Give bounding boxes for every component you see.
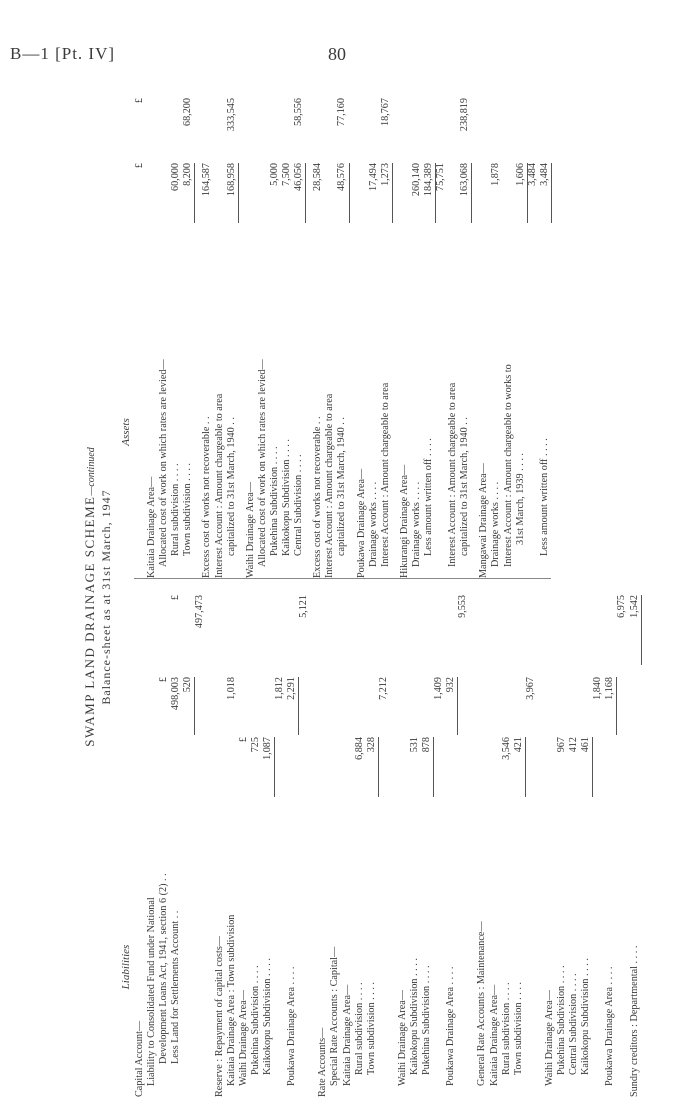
- row-label: Rural subdivision . . . .: [353, 982, 365, 1075]
- amount-c3: 18,767: [379, 98, 391, 127]
- row-label: Interest Account : Amount chargeable to area: [379, 382, 391, 567]
- row-label: Pukehina Subdivision . . . .: [268, 446, 280, 556]
- row-label: Special Rate Accounts : Capital—: [329, 946, 341, 1086]
- liabilities-heading: Liabilities: [120, 944, 132, 990]
- row-spacer: [310, 592, 317, 1097]
- amount-c2: 7,212: [377, 677, 389, 700]
- row-label: Rural subdivision . . . .: [170, 463, 182, 556]
- balance-sheet: [70, 97, 640, 1097]
- amount-c2: 1,606: [515, 163, 528, 223]
- amount-c3: £: [170, 595, 182, 601]
- amount-c1: 6,884: [353, 737, 365, 760]
- row-label: capitalized to 31st March, 1940 . .: [336, 417, 348, 556]
- liabilities-row: [544, 592, 556, 1097]
- amount-c2: 3,484: [526, 163, 538, 186]
- liabilities-row: [501, 592, 513, 1097]
- row-label: Kaikokopu Subdivision . . . .: [408, 958, 420, 1075]
- row-label: Kaitaia Drainage Area : Town subdivision: [225, 914, 237, 1086]
- liabilities-row: [250, 592, 262, 1097]
- assets-row: [515, 96, 527, 578]
- assets-row: [411, 96, 423, 578]
- row-label: capitalized to 31st March, 1940 . .: [459, 417, 471, 556]
- liabilities-row: [525, 592, 537, 1097]
- row-label: Drainage works . . . .: [410, 481, 422, 567]
- amount-c3: 6,975: [616, 595, 628, 618]
- page-number: 80: [328, 44, 346, 64]
- title-main: SWAMP LAND DRAINAGE SCHEME: [82, 495, 97, 747]
- row-label: capitalized to 31st March, 1940 . .: [225, 417, 237, 556]
- row-spacer: [390, 592, 397, 1097]
- row-label: Kaikokopu Subdivision . . . .: [261, 958, 273, 1075]
- assets-row: [459, 96, 471, 578]
- row-label: Kaitaia Drainage Area—: [146, 476, 158, 578]
- row-label: Kaikokopu Subdivision . . . .: [281, 439, 293, 556]
- liabilities-row: [262, 592, 274, 1097]
- row-label: Central Subdivision . . . .: [568, 973, 580, 1075]
- assets-row: [269, 96, 281, 578]
- liabilities-row: [286, 592, 298, 1097]
- amount-c2: 932: [445, 677, 458, 735]
- assets-row: [399, 96, 411, 578]
- amount-c2: 8,200: [182, 163, 195, 223]
- amount-c2: 520: [182, 677, 195, 735]
- row-label: Poukawa Drainage Area . . . .: [445, 966, 457, 1086]
- assets-row: [539, 96, 551, 578]
- row-spacer: [349, 96, 356, 578]
- amount-c1: 878: [421, 737, 434, 797]
- amount-c2: 46,056: [293, 163, 306, 223]
- row-label: Interest Account : Amount chargeable to works to: [502, 364, 514, 567]
- assets-row: [293, 96, 305, 578]
- liabilities-row: [629, 592, 641, 1097]
- liabilities-row: [616, 592, 628, 1097]
- liabilities-row: [238, 592, 250, 1097]
- liabilities-row: [170, 592, 182, 1097]
- liabilities-row: [354, 592, 366, 1097]
- liabilities-row: [182, 592, 194, 1097]
- liabilities-row: [397, 592, 409, 1097]
- amount-c2: 28,584: [312, 163, 324, 192]
- amount-c2: 17,494: [367, 163, 379, 192]
- amount-c3: 58,556: [293, 98, 305, 127]
- row-spacer: [207, 592, 214, 1097]
- liabilities-row: [421, 592, 433, 1097]
- assets-row: [281, 96, 293, 578]
- amount-c3: 238,819: [459, 98, 471, 132]
- row-label: Drainage works . . . .: [490, 481, 502, 567]
- amount-c2: 5,000: [268, 163, 280, 186]
- amount-c2: 1,168: [604, 677, 617, 735]
- row-spacer: [469, 592, 476, 1097]
- amount-c1: 421: [513, 737, 526, 797]
- assets-row: [201, 96, 213, 578]
- assets-row: [245, 96, 257, 578]
- assets-row: [146, 96, 158, 578]
- row-spacer: [194, 96, 201, 578]
- liabilities-row: [366, 592, 378, 1097]
- row-label: Rural subdivision . . . .: [500, 982, 512, 1075]
- row-label: Hikurangi Drainage Area—: [398, 464, 410, 578]
- assets-row: [435, 96, 447, 578]
- amount-c1: 412: [568, 737, 580, 753]
- assets-row: [257, 96, 269, 578]
- row-label: Central Subdivision . . . .: [293, 454, 305, 556]
- assets-row: [503, 96, 515, 578]
- liabilities-row: [329, 592, 341, 1097]
- amount-c2: 75,751: [435, 163, 447, 192]
- row-label: Development Loans Act, 1941, section 6 (2) . .: [158, 873, 170, 1064]
- liabilities-row: [604, 592, 616, 1097]
- row-spacer: [537, 592, 544, 1097]
- amount-c2: £: [134, 163, 145, 169]
- liabilities-row: [194, 592, 206, 1097]
- amount-c2: 2,291: [286, 677, 299, 735]
- row-label: Town subdivision . . . .: [512, 982, 524, 1075]
- liabilities-row: [317, 592, 329, 1097]
- liabilities-row: [146, 592, 158, 1097]
- row-label: Waihi Drainage Area—: [396, 990, 408, 1086]
- amount-c1: 725: [249, 737, 261, 753]
- amount-c2: 60,000: [170, 163, 182, 192]
- document-title: [84, 97, 98, 1097]
- liabilities-row: [568, 592, 580, 1097]
- amount-c2: 1,812: [274, 677, 286, 700]
- amount-c3: 77,160: [336, 98, 348, 127]
- row-label: Waihi Drainage Area—: [237, 990, 249, 1086]
- page-header: [0, 0, 700, 80]
- row-label: Rate Accounts—: [317, 1027, 329, 1097]
- row-label: Reserve : Repayment of capital costs—: [213, 936, 225, 1097]
- assets-row: [380, 96, 392, 578]
- liabilities-row: [298, 592, 310, 1097]
- row-label: Sundry creditors : Departmental . . . .: [628, 945, 640, 1097]
- amount-c3: 68,200: [182, 98, 194, 127]
- row-label: Poukawa Drainage Area—: [355, 468, 367, 578]
- row-label: Less Land for Settlements Account . .: [170, 910, 182, 1064]
- assets-row: [170, 96, 182, 578]
- row-label: Pukehina Subdivision . . . .: [556, 965, 567, 1075]
- row-spacer: [238, 96, 245, 578]
- amount-c2: 48,576: [336, 163, 349, 223]
- row-label: Less amount written off . . . .: [422, 438, 434, 556]
- row-label: General Rate Accounts : Maintenance—: [476, 921, 488, 1086]
- assets-row: [490, 96, 502, 578]
- amount-c1: 328: [366, 737, 379, 797]
- amount-c2: 260,140: [410, 163, 422, 197]
- row-label: Interest Account : Amount chargeable to area: [213, 393, 225, 578]
- row-label: Liability to Consolidated Fund under National: [146, 897, 158, 1086]
- liabilities-row: [445, 592, 457, 1097]
- liabilities-row: [409, 592, 421, 1097]
- document-subtitle: Balance-sheet as at 31st March, 1947: [99, 489, 113, 705]
- liabilities-row: [556, 592, 568, 1097]
- liabilities-row: [513, 592, 525, 1097]
- row-label: Kaitaia Drainage Area—: [341, 984, 353, 1086]
- amount-c1: £: [237, 737, 249, 743]
- amount-c1: 461: [580, 737, 593, 797]
- amount-c2: 3,967: [524, 677, 536, 700]
- liabilities-row: [580, 592, 592, 1097]
- amount-c2: 1,840: [592, 677, 604, 700]
- amount-c2: 1,878: [490, 163, 502, 186]
- row-label: Town subdivision . . . .: [182, 463, 194, 556]
- page-reference: B—1 [Pt. IV]: [10, 44, 116, 63]
- liabilities-row: [342, 592, 354, 1097]
- amount-c2: 7,500: [281, 163, 293, 186]
- row-label: Excess cost of works not recoverable . .: [312, 416, 324, 578]
- liabilities-row: [134, 592, 146, 1097]
- amount-c2: 163,068: [459, 163, 472, 223]
- row-label: Kaitaia Drainage Area—: [488, 984, 500, 1086]
- amount-c1: 531: [408, 737, 420, 753]
- row-label: Interest Account : Amount chargeable to area: [324, 393, 336, 578]
- amount-c2: £: [158, 677, 170, 683]
- liabilities-row: [457, 592, 469, 1097]
- title-continued: —continued: [86, 447, 97, 496]
- amount-c3: 9,553: [457, 595, 469, 618]
- row-label: Waihi Drainage Area—: [244, 482, 256, 578]
- assets-row: [324, 96, 336, 578]
- assets-row: [336, 96, 348, 578]
- row-label: Less amount written off . . . .: [538, 438, 550, 556]
- assets-row: [527, 96, 539, 578]
- row-label: 31st March, 1939 . . . .: [514, 453, 526, 545]
- liabilities-row: [592, 592, 604, 1097]
- amount-c2: 164,587: [201, 163, 213, 197]
- assets-heading: Assets: [120, 418, 132, 446]
- row-label: Allocated cost of work on which rates are levied—: [158, 359, 170, 567]
- assets-row: [356, 96, 368, 578]
- assets-row: [447, 96, 459, 578]
- liabilities-row: [476, 592, 488, 1097]
- assets-row: [312, 96, 324, 578]
- row-label: Pukehina Subdivision . . . .: [421, 965, 433, 1075]
- row-spacer: [471, 96, 478, 578]
- amount-c2: 168,958: [226, 163, 239, 223]
- row-label: Interest Account : Amount chargeable to area: [447, 382, 459, 567]
- assets-row: [478, 96, 490, 578]
- amount-c3: 1,542: [629, 595, 642, 665]
- row-label: Poukawa Drainage Area . . . .: [286, 966, 298, 1086]
- liabilities-row: [274, 592, 286, 1097]
- liabilities-row: [158, 592, 170, 1097]
- assets-row: [368, 96, 380, 578]
- row-label: Capital Account—: [134, 1020, 145, 1097]
- liabilities-row: [226, 592, 238, 1097]
- row-spacer: [305, 96, 312, 578]
- amount-c3: 497,473: [194, 595, 206, 629]
- amount-c2: 1,409: [433, 677, 445, 700]
- row-label: Excess cost of works not recoverable . .: [201, 416, 213, 578]
- amount-c1: 967: [556, 737, 567, 753]
- amount-c1: 3,546: [500, 737, 512, 760]
- liabilities-row: [433, 592, 445, 1097]
- row-spacer: [392, 96, 399, 578]
- assets-row: [226, 96, 238, 578]
- row-label: Mangawai Drainage Area—: [478, 463, 490, 578]
- assets-row: [158, 96, 170, 578]
- liabilities-row: [378, 592, 390, 1097]
- amount-c2: 1,273: [380, 163, 393, 223]
- liabilities-row: [214, 592, 226, 1097]
- assets-row: [214, 96, 226, 578]
- amount-c2: 1,018: [225, 677, 237, 700]
- assets-column: [134, 96, 551, 579]
- assets-row: [134, 96, 146, 578]
- amount-c2: 498,003: [170, 677, 182, 711]
- amount-c2: 3,484: [539, 163, 552, 223]
- row-label: Pukehina Subdivision . . . .: [249, 965, 261, 1075]
- row-label: Allocated cost of work on which rates are levied—: [256, 359, 268, 567]
- row-label: Drainage works . . . .: [367, 481, 379, 567]
- row-label: Town subdivision . . . .: [365, 982, 377, 1075]
- amount-c3: 333,545: [225, 98, 237, 132]
- amount-c3: 5,121: [298, 595, 310, 618]
- row-label: Poukawa Drainage Area . . . .: [604, 966, 616, 1086]
- liabilities-column: [134, 592, 641, 1097]
- amount-c1: 1,087: [262, 737, 275, 797]
- assets-row: [423, 96, 435, 578]
- amount-c2: 184,389: [423, 163, 436, 223]
- liabilities-row: [489, 592, 501, 1097]
- assets-row: [182, 96, 194, 578]
- row-label: Kaikokopu Subdivision . . . .: [580, 958, 592, 1075]
- row-label: Waihi Drainage Area—: [543, 990, 555, 1086]
- amount-c3: £: [134, 98, 145, 104]
